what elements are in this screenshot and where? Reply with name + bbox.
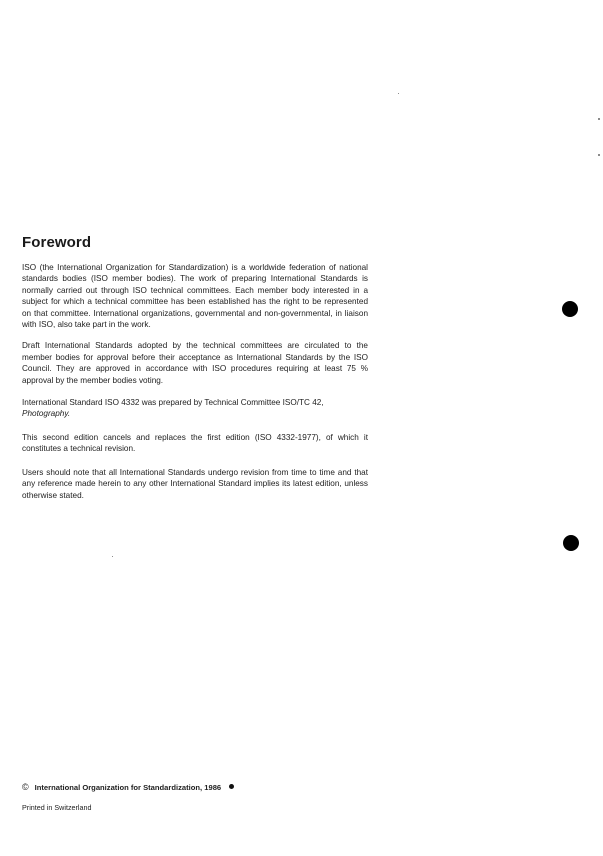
paragraph-revision-note: Users should note that all International Standards undergo revision from time to time and that any reference made herein to any other International Standard implies its latest edition, unless otherwise stated. (22, 467, 368, 500)
paragraph-draft-standards: Draft International Standards adopted by the technical committees are circulated to the member bodies for approval before their acceptance as International Standards by the ISO Council. They are approved in accordance with ISO procedures requiring at least 75 % approval by the member bodies voting. (22, 341, 368, 385)
scan-speck (598, 118, 600, 120)
paragraph-edition: This second edition cancels and replaces the first edition (ISO 4332-1977), of which it constitutes a technical revision. (22, 432, 368, 454)
copyright-text: International Organization for Standardization, 1986 (34, 783, 222, 792)
page-title: Foreword (22, 234, 92, 251)
foreword-body (22, 262, 368, 512)
scan-speck (598, 154, 600, 156)
punch-hole-top-icon (562, 301, 578, 317)
punch-hole-bottom-icon (563, 535, 579, 551)
paragraph-iso-federation: ISO (the International Organization for Standardization) is a worldwide federation of national standards bodies (ISO member bodies). The work of preparing International Standards is normally carried out through ISO technical committees. Each member body interested in a subject for which a technical committee has been established has the right to be represented on that committee. International organizations, governmental and non-governmental, in liaison with ISO, also take part in the work. (22, 263, 368, 330)
bullet-dot-icon (229, 784, 234, 789)
copyright-icon: © (22, 782, 29, 792)
printed-in-line: Printed in Switzerland (22, 803, 92, 812)
paragraph-prepared-by (22, 397, 368, 420)
committee-subject: Photography. (22, 409, 71, 419)
copyright-line (22, 782, 234, 792)
scan-speck (398, 93, 399, 94)
prepared-by-text: International Standard ISO 4332 was prepared by Technical Committee ISO/TC 42, (22, 398, 324, 408)
scan-speck (112, 556, 113, 557)
